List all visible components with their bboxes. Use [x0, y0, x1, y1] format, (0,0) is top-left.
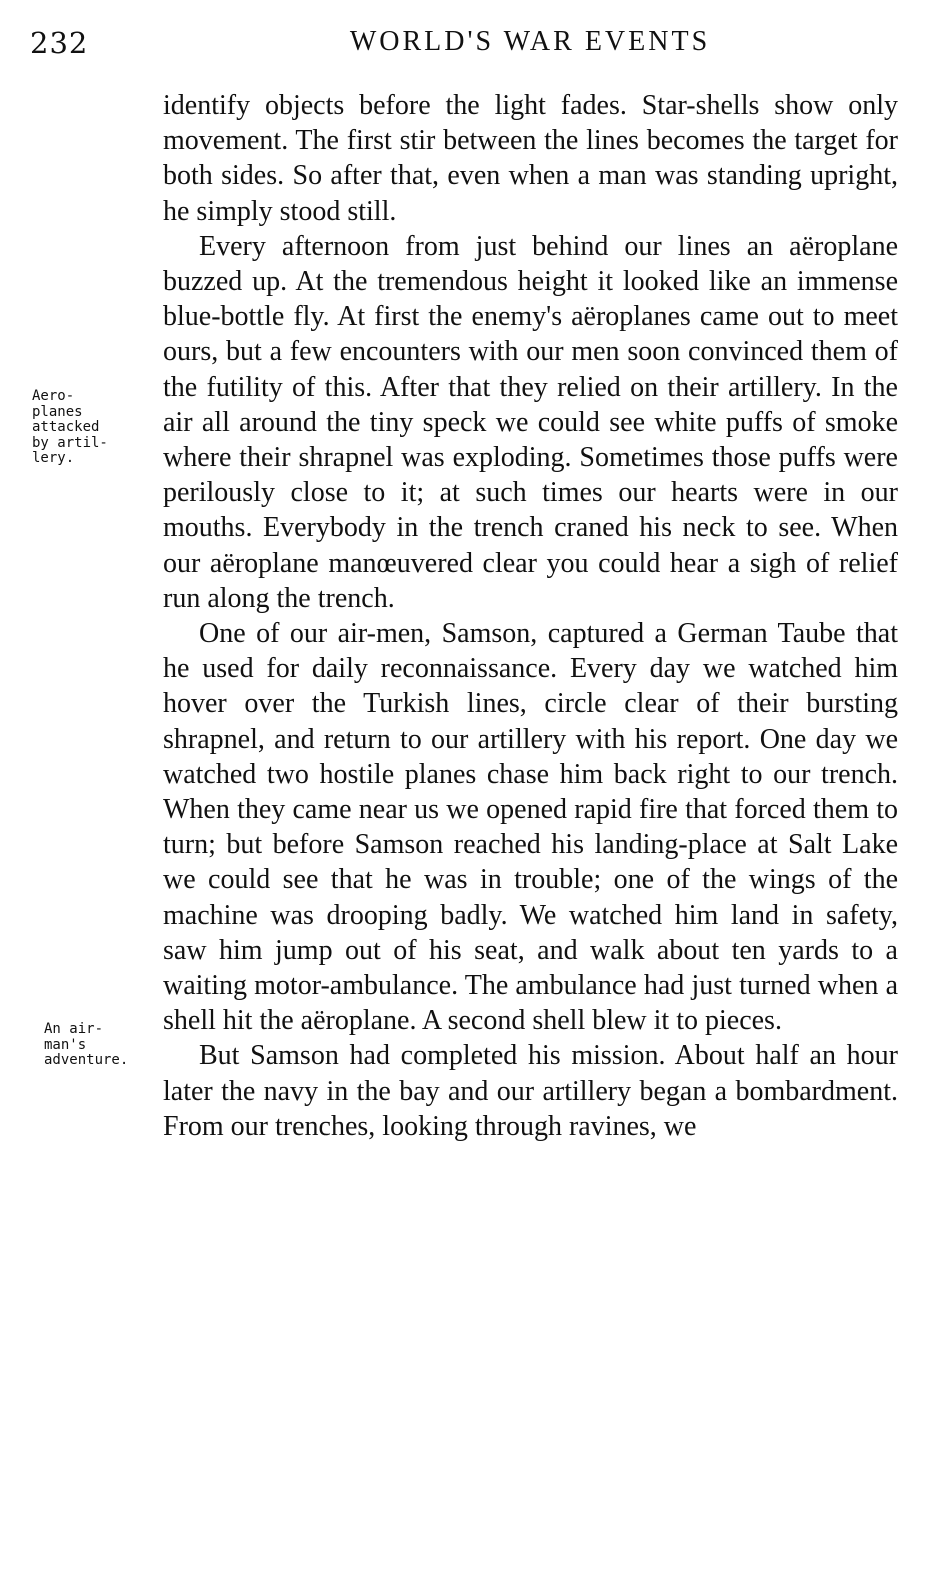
page-number: 232: [30, 26, 89, 60]
margin-note-airman: [44, 1022, 164, 1069]
paragraph-continued: identify objects before the light fades. Star-shells show only movement. The first stir between the lines becomes the target for both sides. So after that, even when a man was standing upright, he simply stood still.: [163, 90, 898, 227]
margin-note-line: adventure.: [44, 1052, 129, 1068]
margin-note-line: attacked: [32, 419, 100, 435]
margin-note-line: Aero-: [32, 388, 75, 404]
margin-note-line: lery.: [32, 450, 75, 466]
margin-note-line: man's: [44, 1036, 87, 1053]
margin-note-line: planes: [32, 403, 83, 420]
paragraph-mission: But Samson had completed his mission. About half an hour later the navy in the bay and our artillery began a bombardment. From our trenches, looking through ravines, we: [163, 1040, 898, 1142]
body-text: [163, 88, 898, 1144]
paragraph-aeroplane: Every afternoon from just behind our lines an aëroplane buzzed up. At the tremendous height it looked like an immense blue-bottle fly. At first the enemy's aëroplanes came out to meet ours, but a few encounters with our men soon convinced them of the futility of this. After that they relied on their artillery. In the air all around the tiny speck we could see white puffs of smoke where their shrapnel was exploding. Sometimes those puffs were perilously close to it; at such times our hearts were in our mouths. Everybody in the trench craned his neck to see. When our aëroplane manœuvered clear you could hear a sigh of relief run along the trench.: [163, 230, 898, 614]
margin-note-aeroplanes: [32, 389, 152, 467]
margin-note-line: An air-: [44, 1021, 104, 1037]
running-head-title: WORLD'S WAR EVENTS: [349, 26, 711, 57]
margin-note-line: by artil-: [32, 434, 108, 451]
paragraph-samson: One of our air-men, Samson, captured a German Taube that he used for daily reconnaissance. Every day we watched him hover over the Turkish lines, circle clear of their bursting shrapnel, and return to our artillery with his report. One day we watched two hostile planes chase him back right to our trench. When they came near us we opened rapid fire that forced them to turn; but before Samson reached his landing-place at Salt Lake we could see that he was in trouble; one of the wings of the machine was drooping badly. We watched him land in safety, saw him jump out of his seat, and walk about ten yards to a waiting motor-ambulance. The ambulance had just turned when a shell hit the aëroplane. A second shell blew it to pieces.: [163, 618, 898, 1037]
